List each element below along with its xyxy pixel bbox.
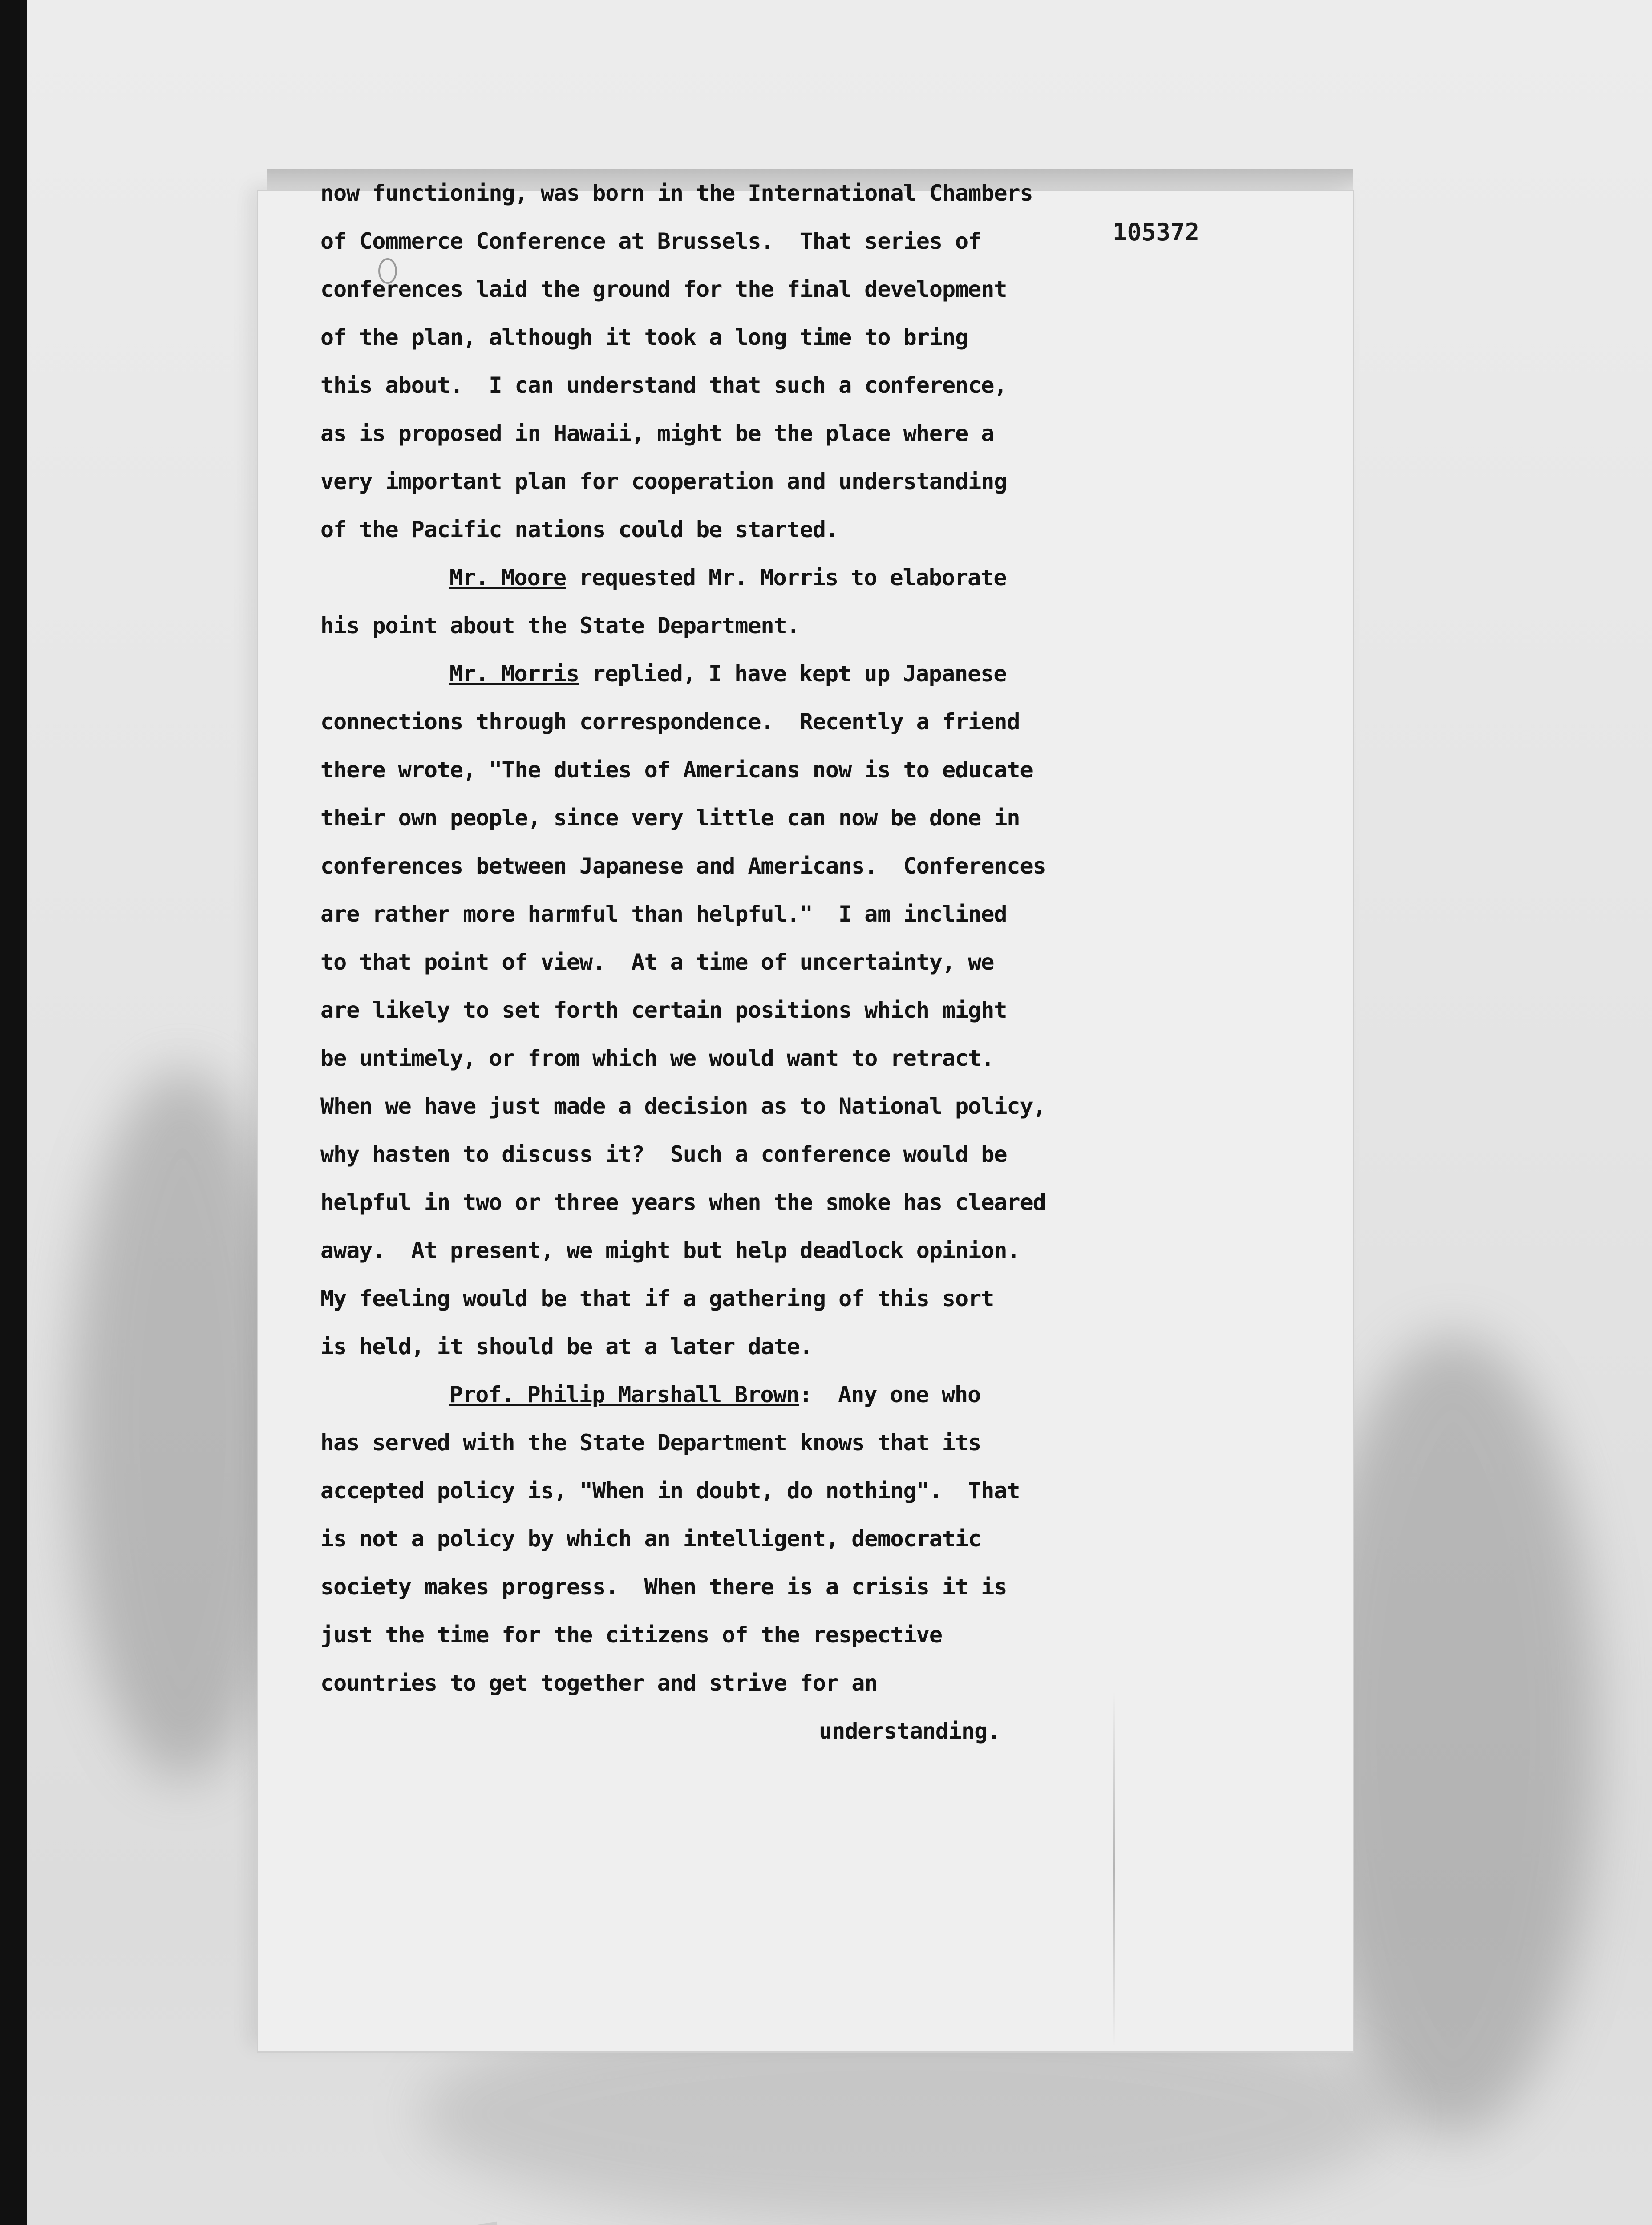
text-line: is held, it should be at a later date.: [320, 1334, 813, 1359]
text-line: be untimely, or from which we would want to retract.: [320, 1045, 994, 1071]
text-line: conferences between Japanese and Americans. Conferences: [320, 853, 1046, 879]
text-line: are likely to set forth certain positions which might: [320, 997, 1007, 1023]
paper-crease: [1113, 1691, 1115, 2047]
text-line: their own people, since very little can now be done in: [320, 805, 1020, 831]
document-number: 105372: [1113, 218, 1200, 246]
text-line: When we have just made a decision as to National policy,: [320, 1093, 1046, 1119]
text-line: accepted policy is, "When in doubt, do nothing". That: [320, 1478, 1020, 1504]
text-line: is not a policy by which an intelligent, democratic: [320, 1526, 981, 1552]
text-line: has served with the State Department knows that its: [320, 1430, 981, 1456]
paragraph-start: [320, 554, 1090, 602]
text-line: now functioning, was born in the International Chambers: [320, 180, 1033, 206]
speaker-name: Prof. Philip Marshall Brown: [449, 1382, 799, 1408]
text-line: very important plan for cooperation and understanding: [320, 469, 1007, 494]
text-line: there wrote, "The duties of Americans now is to educate: [320, 757, 1033, 783]
text-line: just the time for the citizens of the respective: [320, 1622, 942, 1648]
text-line: away. At present, we might but help deadlock opinion.: [320, 1238, 1020, 1263]
film-edge: [0, 0, 27, 2225]
text-line: connections through correspondence. Recently a friend: [320, 709, 1020, 735]
text-line: to that point of view. At a time of uncertainty, we: [320, 949, 994, 975]
document-body: [320, 169, 1090, 1755]
text-line: helpful in two or three years when the smoke has cleared: [320, 1189, 1046, 1215]
text-fragment: replied, I have kept up Japanese: [579, 661, 1007, 687]
text-line: society makes progress. When there is a crisis it is: [320, 1574, 1007, 1600]
text-line: of Commerce Conference at Brussels. That series of: [320, 228, 981, 254]
text-line: My feeling would be that if a gathering of this sort: [320, 1286, 994, 1311]
text-fragment: requested Mr. Morris to elaborate: [566, 565, 1007, 591]
text-line: as is proposed in Hawaii, might be the place where a: [320, 421, 994, 446]
text-line: understanding.: [819, 1718, 1000, 1744]
speaker-name: Mr. Morris: [449, 661, 579, 687]
paragraph-start: [320, 1371, 1090, 1419]
text-line: of the Pacific nations could be started.: [320, 517, 839, 542]
text-line: countries to get together and strive for an: [320, 1670, 878, 1696]
text-line: are rather more harmful than helpful." I am inclined: [320, 901, 1007, 927]
text-line: this about. I can understand that such a conference,: [320, 372, 1007, 398]
text-line: his point about the State Department.: [320, 613, 800, 639]
speaker-name: Mr. Moore: [449, 565, 566, 591]
text-fragment: : Any one who: [799, 1382, 981, 1408]
text-line: conferences laid the ground for the final development: [320, 276, 1007, 302]
text-line: why hasten to discuss it? Such a conference would be: [320, 1141, 1007, 1167]
paragraph-start: [320, 650, 1090, 698]
text-line: of the plan, although it took a long time to bring: [320, 324, 968, 350]
